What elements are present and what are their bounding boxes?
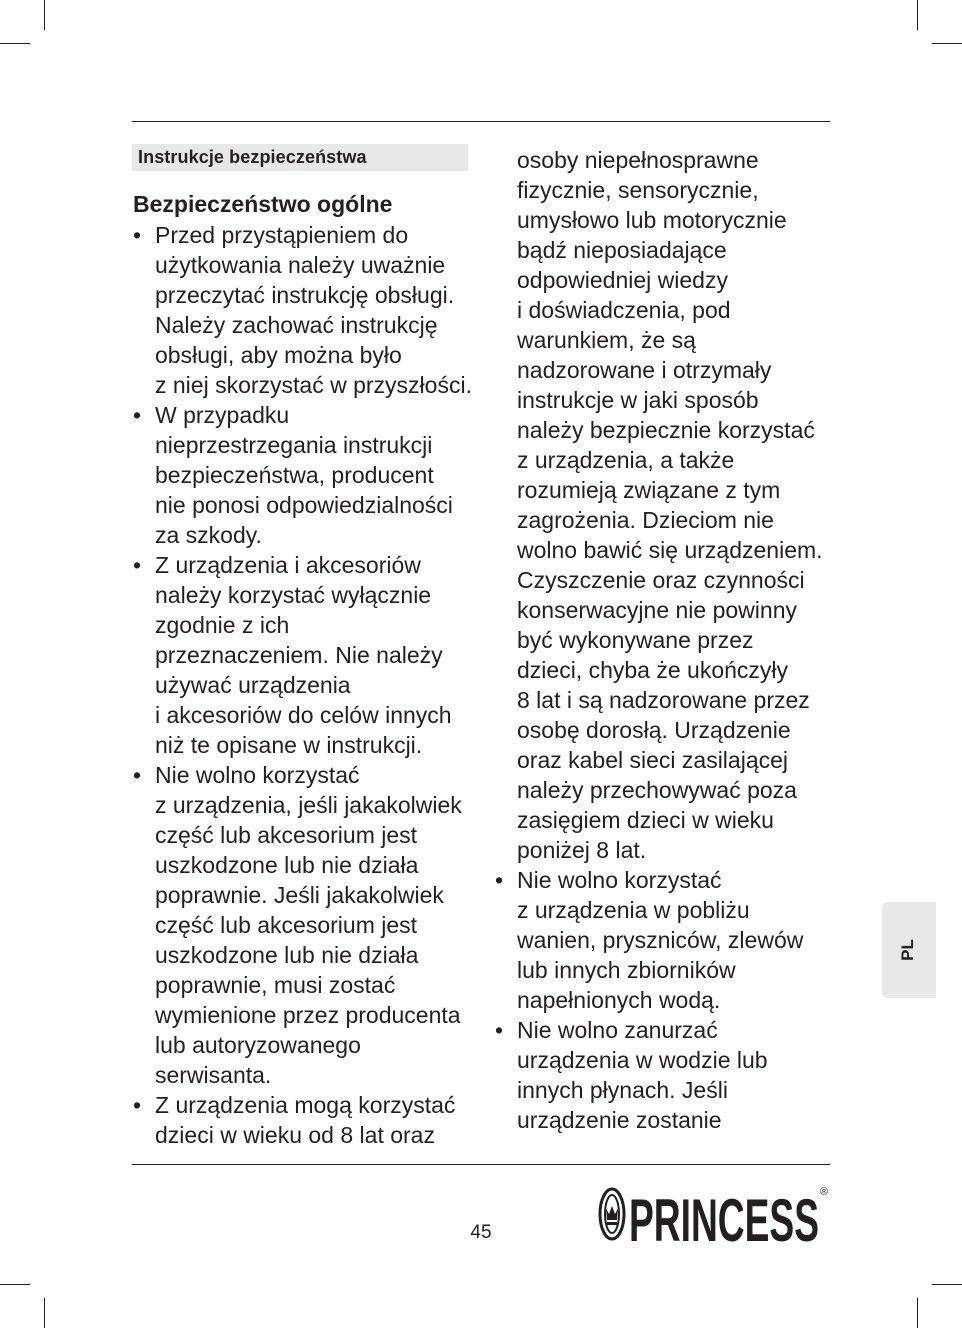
text-line: z urządzenia, a także	[517, 447, 735, 473]
text-line: • Z urządzenia i akcesoriów	[155, 552, 421, 578]
text-line: używać urządzenia	[155, 672, 351, 698]
text-line: odpowiedniej wiedzy	[517, 267, 728, 293]
text-line: uszkodzone lub nie działa	[155, 942, 419, 968]
text-line: • W przypadku	[155, 402, 290, 428]
text-line: Czyszczenie oraz czynności	[517, 567, 805, 593]
crop-mark	[44, 1298, 45, 1328]
crop-mark	[917, 1298, 918, 1328]
bottom-rule	[132, 1164, 830, 1165]
text-line: • Nie wolno korzystać	[517, 867, 722, 893]
brand-name: PRINCESS	[629, 1187, 819, 1244]
left-column	[133, 188, 478, 1150]
top-rule	[132, 121, 830, 122]
crop-mark	[932, 43, 962, 44]
bullet-item	[495, 1015, 840, 1135]
text-line: przeczytać instrukcję obsługi.	[155, 282, 455, 308]
text-line: urządzenie zostanie	[517, 1107, 722, 1133]
text-line: • Nie wolno korzystać	[155, 762, 360, 788]
text-line: wymienione przez producenta	[155, 1002, 461, 1028]
text-line: urządzenia w wodzie lub	[517, 1047, 768, 1073]
crown-icon	[600, 1189, 624, 1239]
text-line: poprawnie. Jeśli jakakolwiek	[155, 882, 444, 908]
bullet-item	[133, 1090, 478, 1150]
text-line: konserwacyjne nie powinny	[517, 597, 797, 623]
text-line: z niej skorzystać w przyszłości.	[155, 372, 472, 398]
text-line: należy przechowywać poza	[517, 777, 797, 803]
trademark-symbol: ®	[820, 1186, 829, 1198]
text-line: należy korzystać wyłącznie	[155, 582, 432, 608]
language-tab-label: PL	[898, 939, 917, 961]
crop-mark	[932, 1284, 962, 1285]
text-line: bądź nieposiadające	[517, 237, 727, 263]
text-line: użytkowania należy uważnie	[155, 252, 446, 278]
text-line: i doświadczenia, pod	[517, 297, 731, 323]
text-line: poniżej 8 lat.	[517, 837, 647, 863]
text-line: z urządzenia, jeśli jakakolwiek	[155, 792, 462, 818]
text-line: część lub akcesorium jest	[155, 822, 418, 848]
heading: Bezpieczeństwo ogólne	[133, 191, 393, 217]
text-line: obsługi, aby można było	[155, 342, 402, 368]
text-line: wolno bawić się urządzeniem.	[517, 537, 823, 563]
text-line: Należy zachować instrukcję	[155, 312, 438, 338]
text-line: innych płynach. Jeśli	[517, 1077, 728, 1103]
text-line: rozumieją związane z tym	[517, 477, 781, 503]
text-line: warunkiem, że są	[517, 327, 696, 353]
text-line: zagrożenia. Dzieciom nie	[517, 507, 774, 533]
text-line: serwisanta.	[155, 1062, 272, 1088]
text-line: zasięgiem dzieci w wieku	[517, 807, 774, 833]
bullet-item	[495, 865, 840, 1015]
text-line: zgodnie z ich	[155, 612, 290, 638]
text-line: przeznaczeniem. Nie należy	[155, 642, 443, 668]
text-line: • Przed przystąpieniem do	[155, 222, 409, 248]
text-line: • Nie wolno zanurzać	[517, 1017, 718, 1043]
text-line: bezpieczeństwa, producent	[155, 462, 434, 488]
bullet-item	[133, 400, 478, 550]
crop-mark	[917, 0, 918, 30]
text-line: wanien, pryszniców, zlewów	[517, 927, 804, 953]
text-line: napełnionych wodą.	[517, 987, 721, 1013]
bullet-item	[133, 550, 478, 760]
text-line: oraz kabel sieci zasilającej	[517, 747, 789, 773]
text-line: osoby niepełnosprawne	[517, 147, 759, 173]
princess-logo	[598, 1184, 832, 1244]
text-line: należy bezpiecznie korzystać	[517, 417, 815, 443]
right-bullet-list	[495, 865, 840, 1135]
left-bullet-list	[133, 220, 478, 1150]
text-line: dzieci, chyba że ukończyły	[517, 657, 789, 683]
text-line: lub innych zbiorników	[517, 957, 736, 983]
text-line: 8 lat i są nadzorowane przez	[517, 687, 810, 713]
bullet-item	[133, 760, 478, 1090]
text-line: i akcesoriów do celów innych	[155, 702, 452, 728]
bullet-item	[133, 220, 478, 400]
text-line: część lub akcesorium jest	[155, 912, 418, 938]
text-line: poprawnie, musi zostać	[155, 972, 396, 998]
page-number: 45	[470, 1222, 492, 1243]
text-line: umysłowo lub motorycznie	[517, 207, 787, 233]
text-line: • Z urządzenia mogą korzystać	[155, 1092, 456, 1118]
crop-mark	[44, 0, 45, 30]
text-line: fizycznie, sensorycznie,	[517, 177, 759, 203]
text-line: uszkodzone lub nie działa	[155, 852, 419, 878]
text-line: z urządzenia w pobliżu	[517, 897, 750, 923]
text-line: lub autoryzowanego	[155, 1032, 361, 1058]
crop-mark	[0, 43, 30, 44]
text-line: nadzorowane i otrzymały	[517, 357, 772, 383]
text-line: nie ponosi odpowiedzialności	[155, 492, 453, 518]
crop-mark	[0, 1284, 30, 1285]
text-line: dzieci w wieku od 8 lat oraz	[155, 1122, 435, 1148]
text-line: niż te opisane w instrukcji.	[155, 732, 423, 758]
continuation-paragraph	[517, 145, 840, 865]
section-title: Instrukcje bezpieczeństwa	[138, 147, 367, 167]
right-column	[495, 145, 840, 1135]
text-line: nieprzestrzegania instrukcji	[155, 432, 433, 458]
text-line: za szkody.	[155, 522, 262, 548]
text-line: być wykonywane przez	[517, 627, 754, 653]
text-line: instrukcje w jaki sposób	[517, 387, 759, 413]
text-line: osobę dorosłą. Urządzenie	[517, 717, 791, 743]
